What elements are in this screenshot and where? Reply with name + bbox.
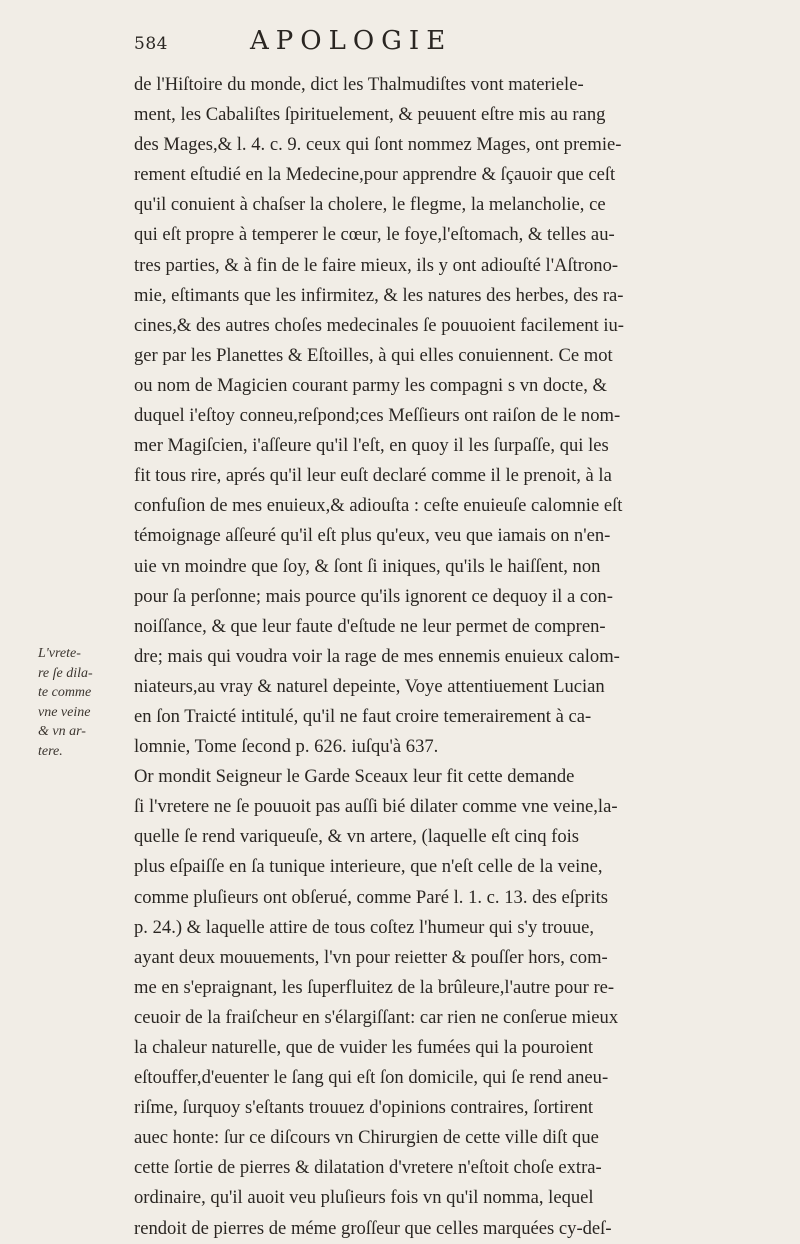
- text-line: fit tous rire, aprés qu'il leur euſt declaré comme il le prenoit, à la: [134, 465, 612, 487]
- text-line: noiſſance, & que leur faute d'eſtude ne leur permet de compren-: [134, 615, 606, 637]
- running-head: APOLOGIE: [250, 26, 453, 56]
- text-line: cines,& des autres choſes medecinales ſe pouuoient facilement iu-: [134, 314, 624, 336]
- margin-note-line: & vn ar-: [38, 724, 86, 739]
- text-line: de l'Hiſtoire du monde, dict les Thalmudiſtes vont materiele-: [134, 74, 584, 95]
- text-line: ayant deux mouuements, l'vn pour reietter & pouſſer hors, com-: [134, 946, 608, 968]
- text-line: eſtouffer,d'euenter le ſang qui eſt ſon domicile, qui ſe rend aneu-: [134, 1067, 609, 1089]
- text-line: riſme, ſurquoy s'eſtants trouuez d'opinions contraires, ſortirent: [134, 1097, 594, 1119]
- text-line: ordinaire, qu'il auoit veu pluſieurs fois vn qu'il nomma, lequel: [134, 1187, 594, 1209]
- margin-note-line: vne veine: [38, 704, 91, 720]
- text-line: confuſion de mes enuieux,& adiouſta : ceſte enuieuſe calomnie eſt: [134, 495, 623, 517]
- text-line: des Mages,& l. 4. c. 9. ceux qui ſont nommez Mages, ont premie-: [134, 134, 622, 156]
- text-line: témoignage aſſeuré qu'il eſt plus qu'eux, veu que iamais on n'en-: [134, 525, 611, 547]
- text-line: mer Magiſcien, i'aſſeure qu'il l'eſt, en quoy il les ſurpaſſe, qui les: [134, 435, 609, 457]
- text-line: cette ſortie de pierres & dilatation d'vretere n'eſtoit choſe extra-: [134, 1157, 602, 1179]
- text-line: pour ſa perſonne; mais pource qu'ils ignorent ce dequoy il a con-: [134, 585, 613, 607]
- text-line: uie vn moindre que ſoy, & ſont ſi iniques, qu'ils le haiſſent, non: [134, 555, 601, 577]
- margin-note: [38, 644, 130, 761]
- text-line: qu'il conuient à chaſser la cholere, le flegme, la melancholie, ce: [134, 194, 606, 216]
- margin-note-line: tere.: [38, 743, 63, 759]
- margin-note-line: re ſe dila-: [38, 665, 93, 681]
- text-line: niateurs,au vray & naturel depeinte, Voye attentiuement Lucian: [134, 675, 605, 697]
- text-line: lomnie, Tome ſecond p. 626. iuſqu'à 637.: [134, 736, 439, 758]
- margin-note-line: L'vrete-: [38, 646, 81, 661]
- text-line: ſi l'vretere ne ſe pouuoit pas auſſi bié dilater comme vne veine,la-: [134, 796, 618, 818]
- text-line: la chaleur naturelle, que de vuider les fumées qui la pouroient: [134, 1037, 593, 1058]
- text-line: ou nom de Magicien courant parmy les compagni s vn docte, &: [134, 374, 607, 396]
- text-line: duquel i'eſtoy conneu,reſpond;ces Meſſieurs ont raiſon de le nom-: [134, 405, 621, 427]
- text-line: me en s'epraignant, les ſuperfluitez de la brûleure,l'autre pour re-: [134, 976, 615, 998]
- text-line: auec honte: ſur ce diſcours vn Chirurgien de cette ville diſt que: [134, 1127, 599, 1149]
- text-line: en ſon Traicté intitulé, qu'il ne faut croire temerairement à ca-: [134, 705, 592, 727]
- text-line: mie, eſtimants que les infirmitez, & les natures des herbes, des ra-: [134, 284, 624, 306]
- text-line: Or mondit Seigneur le Garde Sceaux leur fit cette demande: [134, 766, 575, 788]
- text-line: comme pluſieurs ont obſerué, comme Paré l. 1. c. 13. des eſprits: [134, 886, 609, 908]
- text-line: dre; mais qui voudra voir la rage de mes ennemis enuieux calom-: [134, 645, 620, 667]
- text-line: tres parties, & à fin de le faire mieux, ils y ont adiouſté l'Aſtrono-: [134, 254, 619, 276]
- body-text: [134, 70, 762, 1244]
- text-line: plus eſpaiſſe en ſa tunique interieure, que n'eſt celle de la veine,: [134, 856, 603, 878]
- text-line: quelle ſe rend variqueuſe, & vn artere, (laquelle eſt cinq fois: [134, 826, 580, 848]
- text-line: ment, les Cabaliſtes ſpirituelement, & peuuent eſtre mis au rang: [134, 104, 606, 126]
- text-line: rendoit de pierres de méme groſſeur que celles marquées cy-deſ-: [134, 1217, 612, 1239]
- text-line: ger par les Planettes & Eſtoilles, à qui elles conuiennent. Ce mot: [134, 344, 613, 366]
- margin-note-line: te comme: [38, 685, 92, 700]
- text-line: qui eſt propre à temperer le cœur, le foye,l'eſtomach, & telles au-: [134, 224, 615, 246]
- page-number: 584: [134, 34, 168, 54]
- text-line: p. 24.) & laquelle attire de tous coſtez l'humeur qui s'y trouue,: [134, 916, 595, 938]
- text-line: ceuoir de la fraiſcheur en s'élargiſſant: car rien ne conſerue mieux: [134, 1006, 619, 1028]
- text-line: rement eſtudié en la Medecine,pour apprendre & ſçauoir que ceſt: [134, 164, 616, 186]
